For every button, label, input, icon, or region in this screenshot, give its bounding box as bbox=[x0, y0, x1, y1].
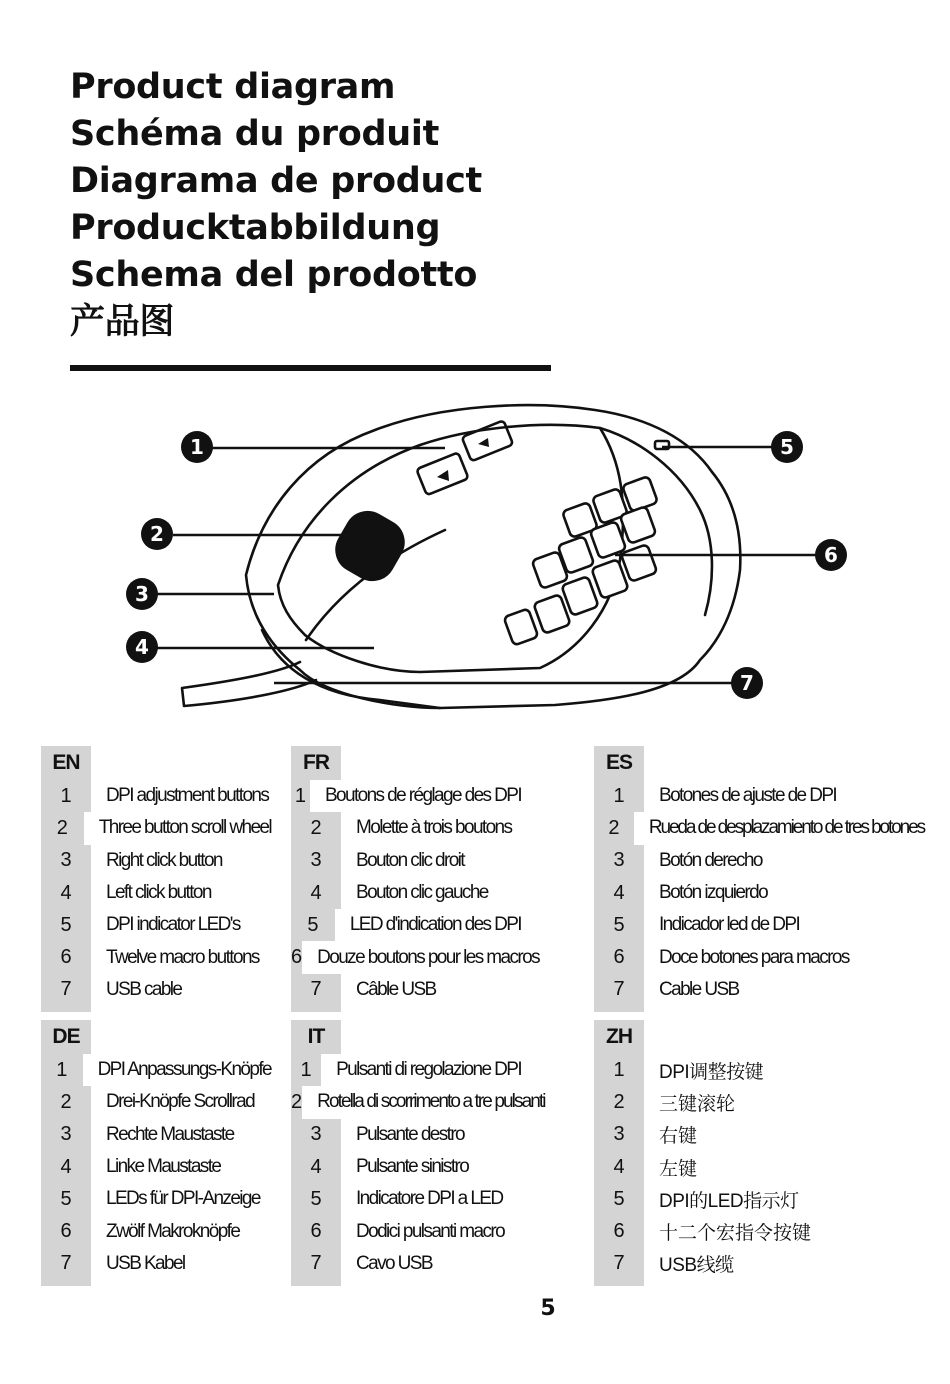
legend-item: LED d'indication des DPI bbox=[349, 914, 521, 936]
callout-badge-1 bbox=[181, 431, 213, 463]
legend-item: Pulsante destro bbox=[356, 1123, 465, 1145]
legend-item: Boutons de réglage des DPI bbox=[324, 785, 521, 807]
legend-item: 左键 bbox=[659, 1158, 698, 1180]
legend-item: Rotella di scorrimento a tre pulsanti bbox=[317, 1091, 545, 1113]
legend-row: 3 Botón derecho bbox=[594, 845, 924, 877]
legend-item: Drei-Knöpfe Scrollrad bbox=[106, 1091, 255, 1113]
legend-item: Cable USB bbox=[659, 978, 739, 1000]
page-number: 5 bbox=[540, 1296, 556, 1321]
legend-item: Three button scroll wheel bbox=[98, 817, 271, 839]
legend-zh bbox=[594, 1020, 824, 1286]
mouse-base-outline bbox=[262, 630, 440, 708]
legend-item: USB cable bbox=[106, 978, 182, 1000]
legend-fr bbox=[291, 746, 539, 1012]
legend-row: 5 LEDs für DPI-Anzeige bbox=[41, 1183, 271, 1215]
legend-item: Dodici pulsanti macro bbox=[356, 1220, 505, 1242]
callout-badge-2 bbox=[141, 518, 173, 550]
callout-badge-4 bbox=[126, 631, 158, 663]
title-zh: 产品图 bbox=[70, 302, 175, 342]
legend-row: 7 Câble USB bbox=[291, 974, 521, 1006]
legend-es bbox=[594, 746, 924, 1012]
legend-row: 6 Twelve macro buttons bbox=[41, 941, 271, 973]
legend-row: 1 DPI Anpassungs-Knöpfe bbox=[41, 1054, 271, 1086]
legend-code: DE bbox=[52, 1025, 80, 1048]
legend-row: 7 Cable USB bbox=[594, 974, 924, 1006]
legend-row: 4 Bouton clic gauche bbox=[291, 877, 521, 909]
legend-row: 2 Rotella di scorrimento a tre pulsanti bbox=[291, 1086, 521, 1118]
legend-row: 5 LED d'indication des DPI bbox=[291, 909, 521, 941]
title-es: Diagrama de product bbox=[70, 161, 482, 201]
legend-item: Bouton clic droit bbox=[356, 849, 464, 871]
legend-item: Cavo USB bbox=[356, 1252, 432, 1274]
legend-item: USB线缆 bbox=[659, 1255, 734, 1277]
legend-item: Molette à trois boutons bbox=[356, 817, 512, 839]
legend-row: 7 Cavo USB bbox=[291, 1248, 521, 1280]
legend-code: IT bbox=[307, 1025, 325, 1048]
legend-row: 1 Boutons de réglage des DPI bbox=[291, 780, 521, 812]
legend-row: 7 USB线缆 bbox=[594, 1248, 824, 1280]
callout-badge-6 bbox=[815, 539, 847, 571]
legend-item: Indicatore DPI a LED bbox=[356, 1188, 503, 1210]
title-en: Product diagram bbox=[70, 67, 396, 107]
callout-number-2: 2 bbox=[150, 522, 164, 546]
title-divider bbox=[70, 365, 551, 371]
legend-row: 4 Botón izquierdo bbox=[594, 877, 924, 909]
title-fr: Schéma du produit bbox=[70, 114, 439, 154]
legend-row: 6 Douze boutons pour les macros bbox=[291, 941, 521, 973]
legend-row: 3 Bouton clic droit bbox=[291, 845, 521, 877]
callout-number-7: 7 bbox=[740, 671, 754, 695]
callout-number-1: 1 bbox=[190, 435, 204, 459]
callout-badge-5 bbox=[771, 431, 803, 463]
legend-item: Bouton clic gauche bbox=[356, 882, 488, 904]
title-it: Schema del prodotto bbox=[70, 255, 478, 295]
legend-item: Pulsante sinistro bbox=[356, 1156, 469, 1178]
legend-en bbox=[41, 746, 271, 1012]
legend-item: 三键滚轮 bbox=[659, 1093, 736, 1115]
legend-row: 2 三键滚轮 bbox=[594, 1086, 824, 1118]
legend-item: DPI indicator LED's bbox=[106, 914, 240, 936]
legend-row: 5 Indicatore DPI a LED bbox=[291, 1183, 521, 1215]
legend-item: LEDs für DPI-Anzeige bbox=[106, 1188, 260, 1210]
legend-row: 1 DPI adjustment buttons bbox=[41, 780, 271, 812]
legend-row: 5 DPI indicator LED's bbox=[41, 909, 271, 941]
legend-row: 7 USB cable bbox=[41, 974, 271, 1006]
legend-row: 4 Left click button bbox=[41, 877, 271, 909]
legend-row: 4 Pulsante sinistro bbox=[291, 1151, 521, 1183]
legend-row: 1 Pulsanti di regolazione DPI bbox=[291, 1054, 521, 1086]
title-block bbox=[70, 64, 482, 346]
legend-item: Twelve macro buttons bbox=[106, 946, 259, 968]
legend-row: 3 Right click button bbox=[41, 845, 271, 877]
scroll-wheel bbox=[329, 504, 412, 588]
legend-code: FR bbox=[303, 751, 329, 774]
legend-row: 2 Three button scroll wheel bbox=[41, 812, 271, 844]
mouse-body-outline bbox=[246, 405, 740, 708]
callout-number-4: 4 bbox=[135, 635, 149, 659]
legend-it bbox=[291, 1020, 545, 1286]
legend-item: Left click button bbox=[106, 882, 211, 904]
legend-item: Botón derecho bbox=[659, 849, 762, 871]
legend-code: EN bbox=[52, 751, 80, 774]
legend-row: 5 Indicador led de DPI bbox=[594, 909, 924, 941]
callout-number-6: 6 bbox=[824, 543, 838, 567]
legend-row: 5 DPI的LED指示灯 bbox=[594, 1183, 824, 1215]
legend-row: 4 左键 bbox=[594, 1151, 824, 1183]
legend-row: 4 Linke Maustaste bbox=[41, 1151, 271, 1183]
legend-item: Câble USB bbox=[356, 978, 436, 1000]
callouts bbox=[157, 447, 816, 683]
legend-item: Botones de ajuste de DPI bbox=[659, 785, 837, 807]
macro-buttons bbox=[504, 476, 658, 645]
legend-row: 3 Pulsante destro bbox=[291, 1119, 521, 1151]
legend-item: Doce botones para macros bbox=[659, 946, 849, 968]
callout-number-5: 5 bbox=[780, 435, 794, 459]
legend-code: ES bbox=[605, 751, 632, 774]
legend-item: DPI adjustment buttons bbox=[106, 785, 269, 807]
title-de: Producktabbildung bbox=[70, 208, 441, 248]
legend-row: 3 右键 bbox=[594, 1119, 824, 1151]
legend-item: Right click button bbox=[106, 849, 222, 871]
legend-item: 十二个宏指令按键 bbox=[659, 1223, 812, 1245]
legend-row: 6 十二个宏指令按键 bbox=[594, 1215, 824, 1247]
legend-row: 2 Molette à trois boutons bbox=[291, 812, 521, 844]
legend-row: 7 USB Kabel bbox=[41, 1248, 271, 1280]
legend-item: Pulsanti di regolazione DPI bbox=[336, 1059, 521, 1081]
legend-row: 2 Rueda de desplazamiento de tres botones bbox=[594, 812, 924, 844]
legend-row: 3 Rechte Maustaste bbox=[41, 1119, 271, 1151]
legend-row: 2 Drei-Knöpfe Scrollrad bbox=[41, 1086, 271, 1118]
legend-item: DPI Anpassungs-Knöpfe bbox=[97, 1059, 271, 1081]
callout-badge-7 bbox=[731, 667, 763, 699]
legend-item: Indicador led de DPI bbox=[659, 914, 800, 936]
legend-item: Rechte Maustaste bbox=[106, 1123, 234, 1145]
mouse-diagram bbox=[0, 400, 950, 730]
legend-row: 1 Botones de ajuste de DPI bbox=[594, 780, 924, 812]
legend-item: USB Kabel bbox=[106, 1252, 185, 1274]
legend-item: 右键 bbox=[659, 1126, 698, 1148]
legend-item: Botón izquierdo bbox=[659, 882, 768, 904]
legend-item: Douze boutons pour les macros bbox=[317, 946, 539, 968]
legend-item: Linke Maustaste bbox=[106, 1156, 221, 1178]
legend-item: Zwölf Makroknöpfe bbox=[106, 1220, 240, 1242]
callout-number-3: 3 bbox=[135, 582, 149, 606]
legend-item: DPI调整按键 bbox=[659, 1061, 764, 1083]
legend-item: Rueda de desplazamiento de tres botones bbox=[648, 817, 924, 839]
legend-row: 1 DPI调整按键 bbox=[594, 1054, 824, 1086]
legend-row: 6 Dodici pulsanti macro bbox=[291, 1215, 521, 1247]
legend-code: ZH bbox=[606, 1025, 632, 1048]
legend-de bbox=[41, 1020, 271, 1286]
callout-badge-3 bbox=[126, 578, 158, 610]
legend-item: DPI的LED指示灯 bbox=[659, 1190, 799, 1212]
legend-row: 6 Doce botones para macros bbox=[594, 941, 924, 973]
legend-row: 6 Zwölf Makroknöpfe bbox=[41, 1215, 271, 1247]
